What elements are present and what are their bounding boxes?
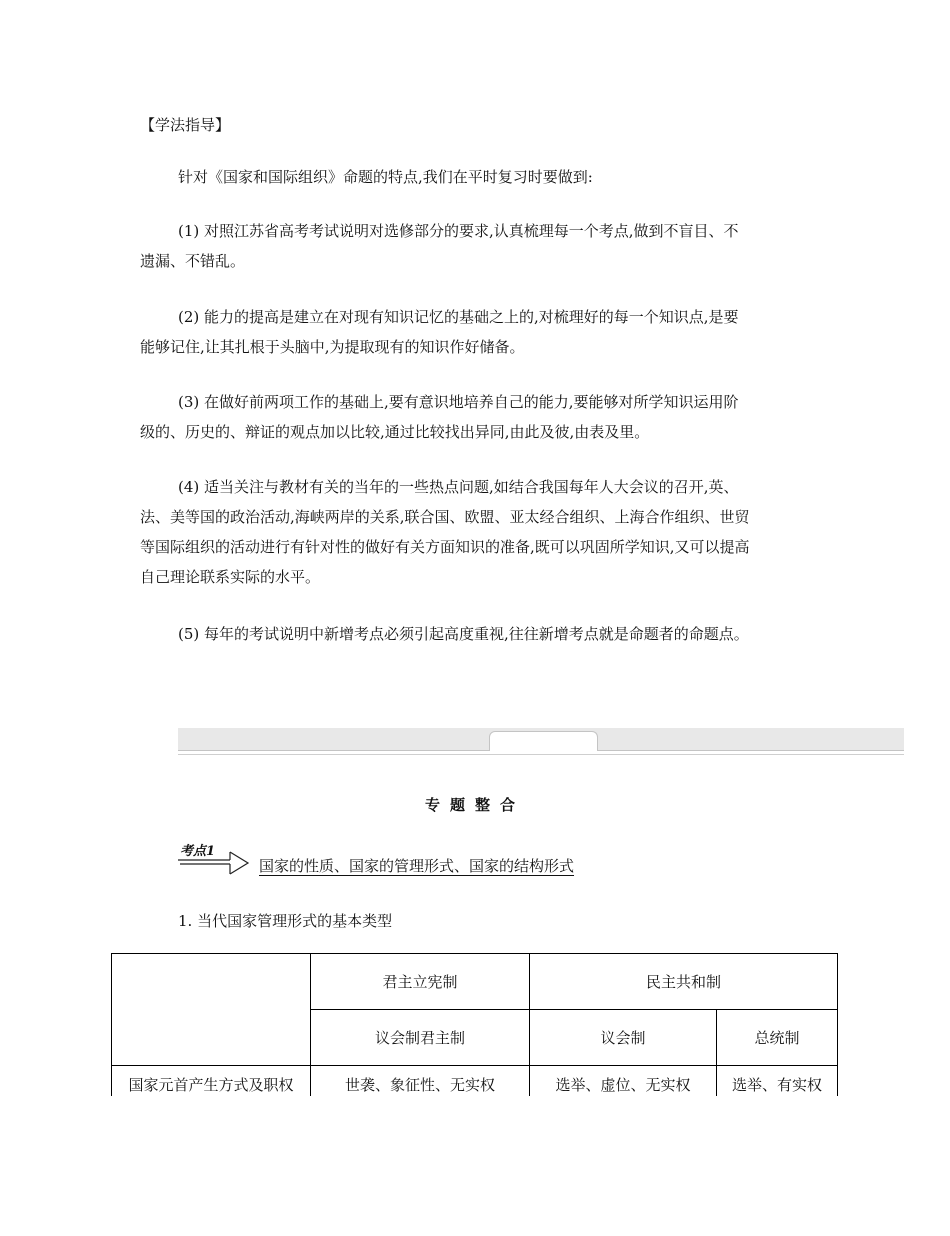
guide-item-line: 自己理论联系实际的水平。 (140, 568, 321, 586)
table-sub-header: 总统制 (717, 1010, 838, 1066)
guide-item-3 (140, 387, 810, 447)
guide-item-line: 能够记住,让其扎根于头脑中,为提取现有的知识作好储备。 (140, 338, 525, 356)
table-group-header: 君主立宪制 (311, 954, 530, 1010)
table-corner-cell (112, 954, 311, 1066)
table-cell: 世袭、象征性、无实权 (311, 1066, 530, 1114)
table-header-row (112, 954, 838, 1010)
page-bottom-mask (100, 1096, 860, 1236)
guide-item-line: 等国际组织的活动进行有针对性的做好有关方面知识的准备,既可以巩固所学知识,又可以提高 (140, 538, 750, 556)
section-tab (489, 731, 598, 751)
guide-item-line: (1) 对照江苏省高考考试说明对选修部分的要求,认真梳理每一个考点,做到不盲目、不 (178, 222, 739, 240)
guide-item-4 (140, 472, 810, 592)
table-group-header: 民主共和制 (530, 954, 838, 1010)
guide-intro: 针对《国家和国际组织》命题的特点,我们在平时复习时要做到: (178, 168, 593, 186)
divider (178, 754, 904, 755)
badge-label: 考点1 (180, 844, 216, 859)
table-cell: 选举、有实权 (717, 1066, 838, 1114)
subheading: 1. 当代国家管理形式的基本类型 (178, 912, 393, 930)
exam-point-badge (178, 843, 254, 875)
guide-item-line: (3) 在做好前两项工作的基础上,要有意识地培养自己的能力,要能够对所学知识运用阶 (178, 393, 739, 411)
guide-item-line: 法、美等国的政治活动,海峡两岸的关系,联合国、欧盟、亚太经合组织、上海合作组织、世贸 (140, 508, 750, 526)
guide-heading: 【学法指导】 (140, 116, 231, 134)
section-tab-strip (178, 728, 904, 751)
guide-item-1 (140, 216, 810, 276)
guide-item-line: (4) 适当关注与教材有关的当年的一些热点问题,如结合我国每年人大会议的召开,英、 (178, 478, 739, 496)
table-sub-header: 议会制君主制 (311, 1010, 530, 1066)
topic-title: 国家的性质、国家的管理形式、国家的结构形式 (259, 857, 575, 875)
guide-item-line: (5) 每年的考试说明中新增考点必须引起高度重视,往往新增考点就是命题者的命题点。 (178, 625, 749, 643)
section-title: 专题整合 (424, 796, 525, 814)
guide-item-line: (2) 能力的提高是建立在对现有知识记忆的基础之上的,对梳理好的每一个知识点,是要 (178, 308, 739, 326)
guide-item-2 (140, 302, 810, 362)
table-sub-header: 议会制 (530, 1010, 717, 1066)
table-cell: 选举、虚位、无实权 (530, 1066, 717, 1114)
guide-item-line: 遗漏、不错乱。 (140, 252, 246, 270)
guide-item-5 (140, 619, 810, 649)
comparison-table (111, 953, 838, 1114)
table-row-label: 国家元首产生方式及职权 (112, 1066, 311, 1114)
guide-item-line: 级的、历史的、辩证的观点加以比较,通过比较找出异同,由此及彼,由表及里。 (140, 423, 650, 441)
